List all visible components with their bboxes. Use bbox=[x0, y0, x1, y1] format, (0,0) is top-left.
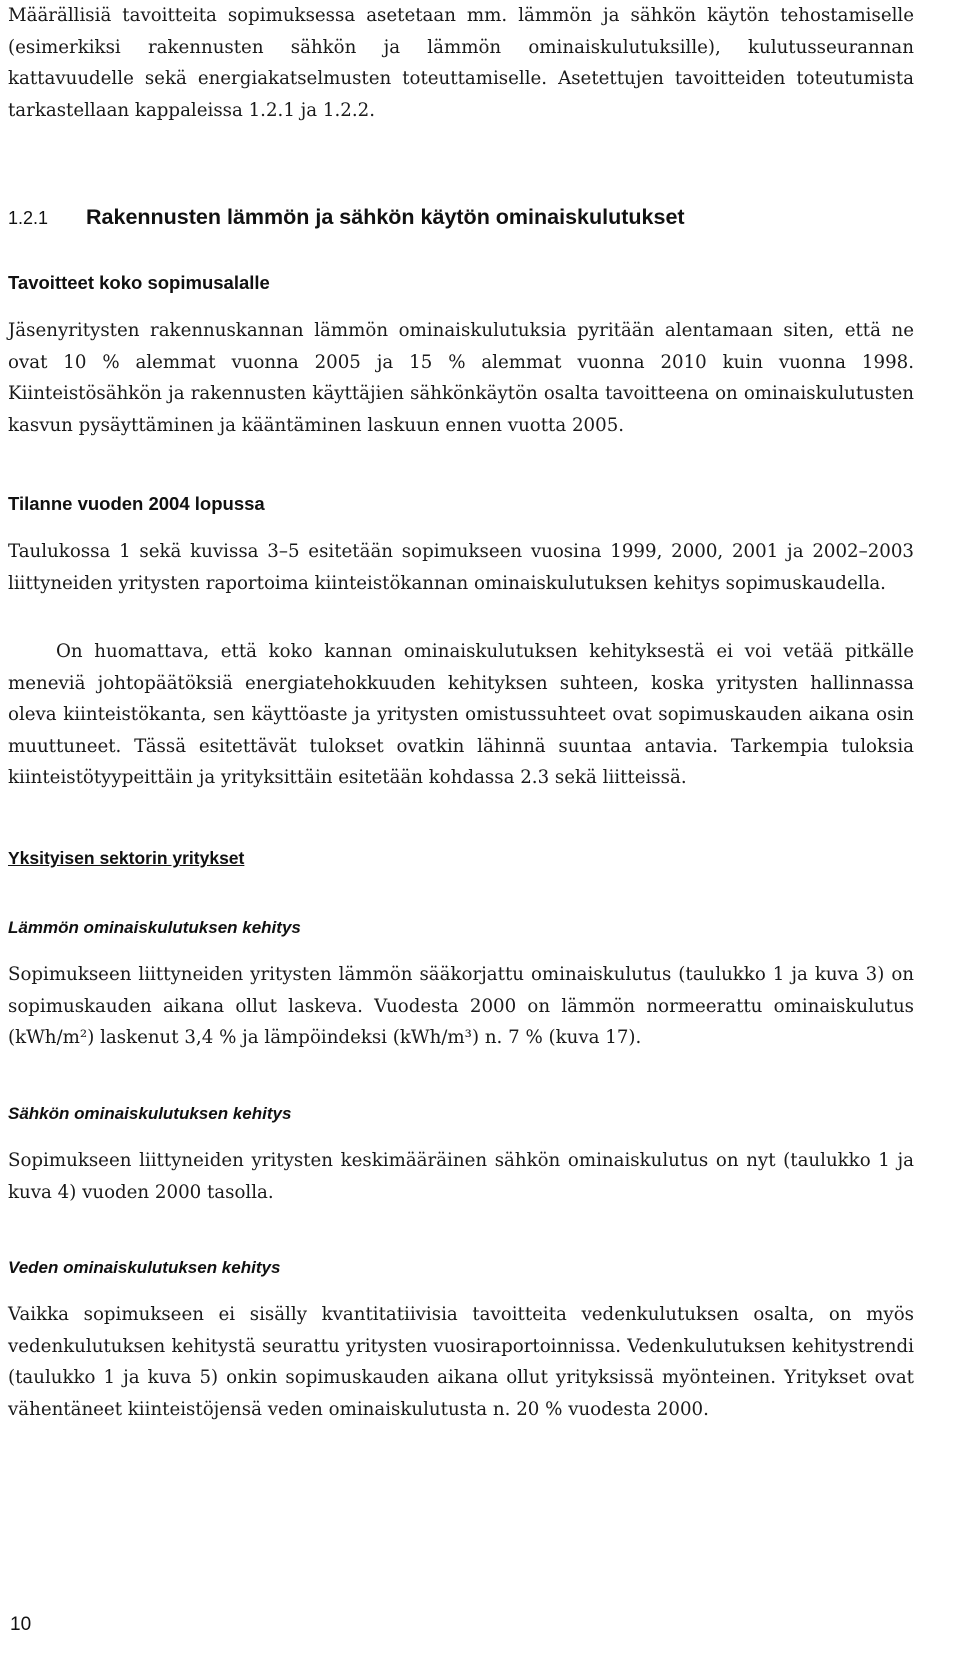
goals-heading: Tavoitteet koko sopimusalalle bbox=[8, 272, 270, 293]
electricity-paragraph: Sopimukseen liittyneiden yritysten keskimääräinen sähkön ominaiskulutus on nyt (taulukko 1 ja kuva 4) vuoden 2000 tasolla. bbox=[8, 1150, 914, 1203]
status-paragraph-2: On huomattava, että koko kannan ominaiskulutuksen kehityksestä ei voi vetää pitkälle meneviä johtopäätöksiä energiatehokkuuden kehityksen suhteen, koska yritysten hallinnassa oleva kiinteistökanta, sen käyttöaste ja yritysten omistussuhteet ovat sopimuskauden aikana osin muuttuneet. Tässä esitettävät tulokset ovatkin lähinnä suuntaa antavia. Tarkempia tuloksia kiinteistötyypeittäin ja yrityksittäin esitetään kohdassa 2.3 sekä liitteissä. bbox=[8, 641, 914, 788]
section-heading bbox=[8, 205, 914, 230]
status-paragraph-1: Taulukossa 1 sekä kuvissa 3–5 esitetään sopimukseen vuosina 1999, 2000, 2001 ja 2002–2003 liittyneiden yritysten raportoima kiinteistökannan ominaiskulutuksen kehitys sopimuskaudella. bbox=[8, 541, 914, 594]
heat-heading: Lämmön ominaiskulutuksen kehitys bbox=[8, 918, 301, 937]
page-number: 10 bbox=[10, 1614, 32, 1635]
section-title: Rakennusten lämmön ja sähkön käytön ominaiskulutukset bbox=[86, 205, 685, 229]
electricity-heading: Sähkön ominaiskulutuksen kehitys bbox=[8, 1104, 292, 1123]
heat-paragraph: Sopimukseen liittyneiden yritysten lämmön sääkorjattu ominaiskulutus (taulukko 1 ja kuva 3) on sopimuskauden aikana ollut laskeva. Vuodesta 2000 on lämmön normeerattu ominaiskulutus (kWh/m²) laskenut 3,4 % ja lämpöindeksi (kWh/m³) n. 7 % (kuva 17). bbox=[8, 964, 914, 1048]
status-heading: Tilanne vuoden 2004 lopussa bbox=[8, 493, 265, 514]
intro-paragraph: Määrällisiä tavoitteita sopimuksessa asetetaan mm. lämmön ja sähkön käytön tehostamiselle (esimerkiksi rakennusten sähkön ja lämmön ominaiskulutuksille), kulutusseurannan kattavuudelle sekä energiakatselmusten toteuttamiselle. Asetettujen tavoitteiden toteutumista tarkastellaan kappaleissa 1.2.1 ja 1.2.2. bbox=[8, 5, 914, 121]
section-number: 1.2.1 bbox=[8, 208, 49, 228]
private-sector-heading: Yksityisen sektorin yritykset bbox=[8, 848, 245, 868]
goals-paragraph: Jäsenyritysten rakennuskannan lämmön ominaiskulutuksia pyritään alentamaan siten, että ne ovat 10 % alemmat vuonna 2005 ja 15 % alemmat vuonna 2010 kuin vuonna 1998. Kiinteistösähkön ja rakennusten käyttäjien sähkönkäytön osalta tavoitteena on ominaiskulutusten kasvun pysäyttäminen ja kääntäminen laskuun ennen vuotta 2005. bbox=[8, 320, 914, 436]
water-heading: Veden ominaiskulutuksen kehitys bbox=[8, 1258, 281, 1277]
water-paragraph: Vaikka sopimukseen ei sisälly kvantitatiivisia tavoitteita vedenkulutuksen osalta, on myös vedenkulutuksen kehitystä seurattu yritysten vuosiraportoinnissa. Vedenkulutuksen kehitystrendi (taulukko 1 ja kuva 5) onkin sopimuskauden aikana ollut yrityksissä myönteinen. Yritykset ovat vähentäneet kiinteistöjensä veden ominaiskulutusta n. 20 % vuodesta 2000. bbox=[8, 1304, 914, 1420]
